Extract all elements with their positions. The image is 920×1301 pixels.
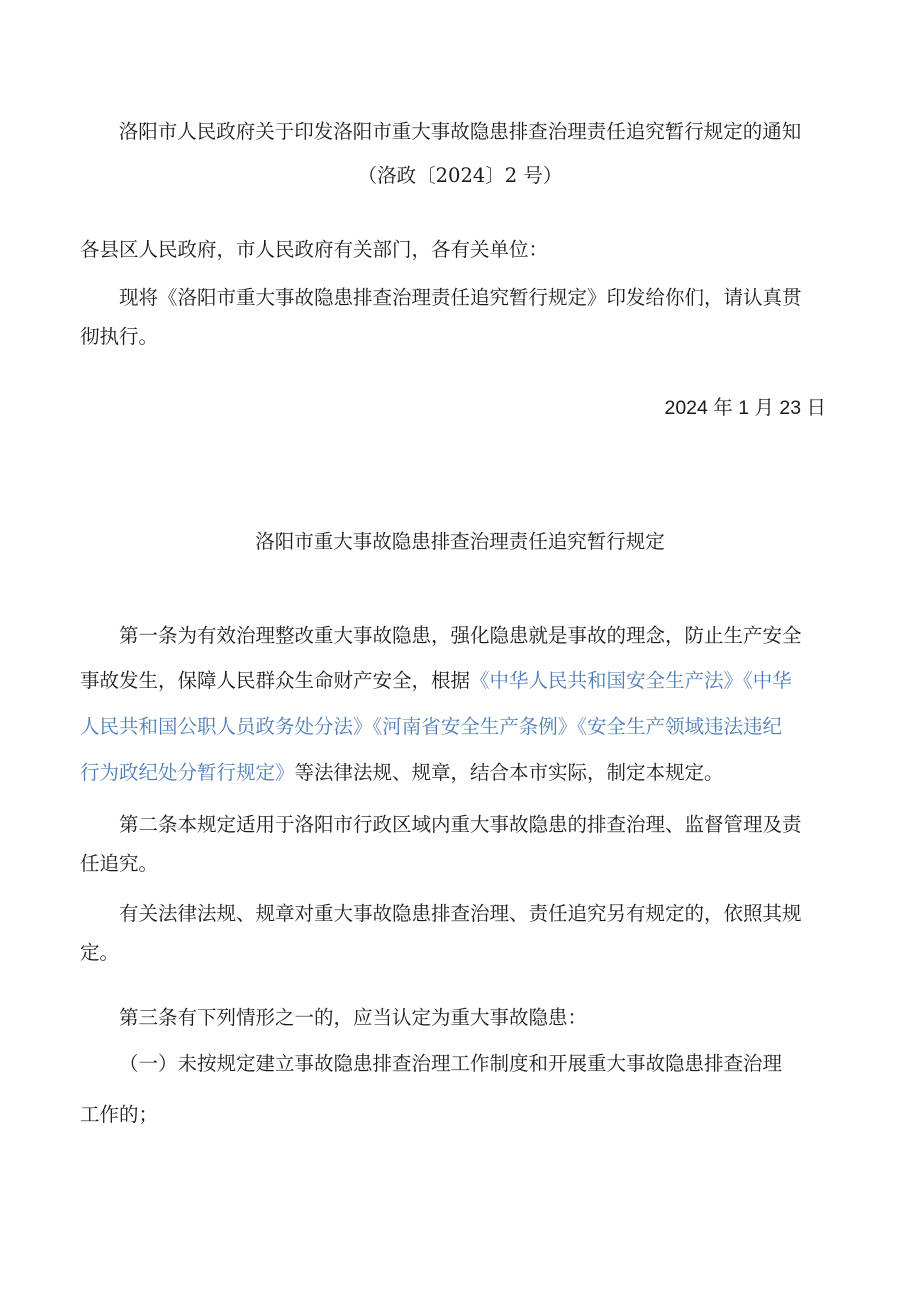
law-reference-link[interactable]: 行为政纪处分暂行规定》	[80, 761, 295, 784]
article1-line1: 第一条为有效治理整改重大事故隐患，强化隐患就是事故的理念，防止生产安全	[119, 624, 802, 647]
article3-intro: 第三条有下列情形之一的，应当认定为重大事故隐患：	[119, 1006, 588, 1029]
article1-line4-text: 等法律法规、规章，结合本市实际，制定本规定。	[294, 761, 724, 784]
notice-date: 2024 年 1 月 23 日	[664, 397, 826, 419]
article1-line4	[80, 761, 724, 785]
article1-line2	[80, 669, 792, 693]
article3-item1-line2: 工作的；	[80, 1103, 159, 1126]
article3-item1-line1: （一）未按规定建立事故隐患排查治理工作制度和开展重大事故隐患排查治理	[119, 1052, 783, 1075]
article2-para2-line1: 有关法律法规、规章对重大事故隐患排查治理、责任追究另有规定的，依照其规	[119, 902, 802, 925]
law-reference-links-line3[interactable]: 人民共和国公职人员政务处分法》《河南省安全生产条例》《安全生产领域违法违纪	[80, 715, 783, 738]
notice-doc-number: （洛政〔2024〕2 号）	[357, 164, 563, 187]
notice-body-line1: 现将《洛阳市重大事故隐患排查治理责任追究暂行规定》印发给你们，请认真贯	[119, 286, 802, 309]
notice-title: 洛阳市人民政府关于印发洛阳市重大事故隐患排查治理责任追究暂行规定的通知	[118, 120, 802, 143]
article2-para2-line2: 定。	[80, 941, 120, 964]
article1-line2-text: 事故发生，保障人民群众生命财产安全，根据	[80, 669, 471, 692]
notice-addressee: 各县区人民政府，市人民政府有关部门，各有关单位：	[80, 238, 549, 261]
regulation-title: 洛阳市重大事故隐患排查治理责任追究暂行规定	[255, 530, 665, 553]
notice-body-line2: 彻执行。	[80, 325, 159, 348]
article2-line1: 第二条本规定适用于洛阳市行政区域内重大事故隐患的排查治理、监督管理及责	[119, 813, 802, 836]
law-reference-link[interactable]: 《中华人民共和国安全生产法》《中华	[470, 669, 792, 692]
article2-line2: 任追究。	[80, 852, 159, 875]
